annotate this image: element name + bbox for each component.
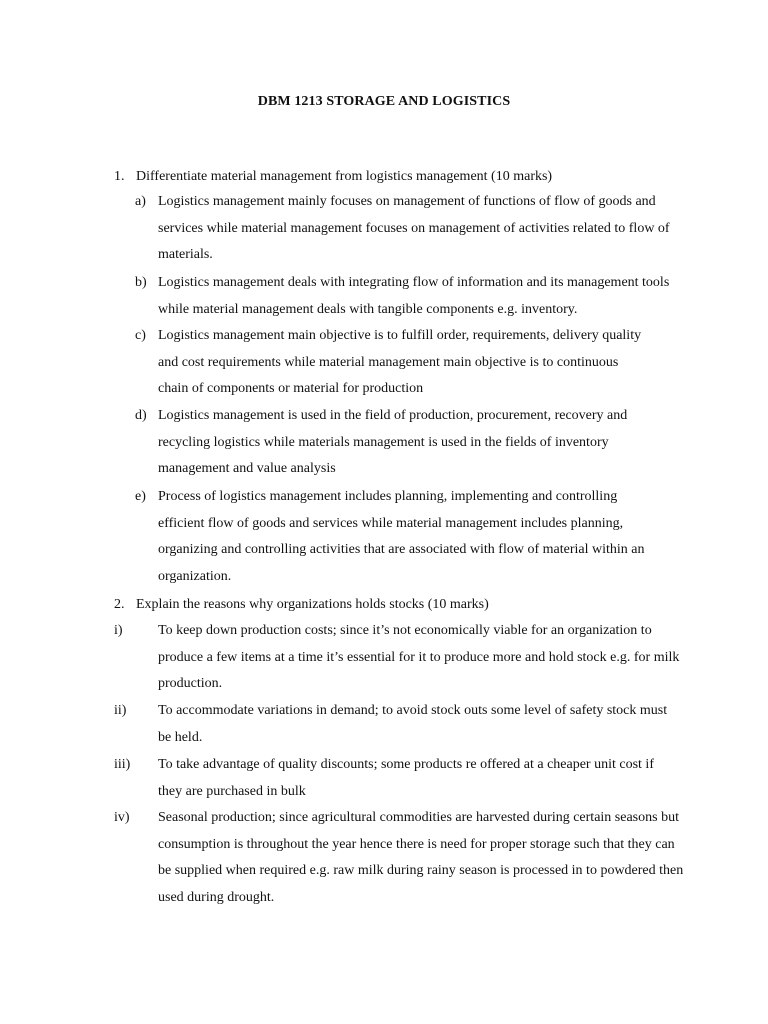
question-number: 1. — [114, 169, 125, 184]
answer-marker: e) — [135, 489, 146, 504]
reason-text: To keep down production costs; since it’s not economically viable for an organization to produce a few items at a time it’s essential for it to produce more and hold stock e.g. for milk production. — [158, 623, 680, 692]
answer-text: Logistics management mainly focuses on management of functions of flow of goods and services while material management focuses on management of activities related to flow of materials. — [158, 194, 670, 263]
answer-marker: d) — [135, 408, 147, 423]
reason-marker: iv) — [114, 810, 130, 825]
answer-text: Logistics management deals with integrating flow of information and its management tools while material management deals with tangible components e.g. inventory. — [158, 275, 670, 317]
answer-text: Process of logistics management includes planning, implementing and controlling efficient flow of goods and services while material management includes planning, organizing and controlling activities that are associated with flow of material within an organization. — [158, 489, 645, 585]
reason-marker: iii) — [114, 757, 131, 772]
answer-marker: c) — [135, 328, 146, 343]
reason-text: Seasonal production; since agricultural commodities are harvested during certain seasons but consumption is throughout the year hence there is need for proper storage such that they can be supplied when required e.g. raw milk during rainy season is processed in to powdered then used during drought. — [158, 810, 684, 906]
answer-text: Logistics management is used in the field of production, procurement, recovery and recycling logistics while materials management is used in the fields of inventory management and value analysis — [158, 408, 628, 477]
question-text: Differentiate material management from logistics management (10 marks) — [136, 169, 553, 184]
reason-text: To accommodate variations in demand; to avoid stock outs some level of safety stock must be held. — [158, 703, 668, 745]
answer-text: Logistics management main objective is to fulfill order, requirements, delivery quality and cost requirements while material management main objective is to continuous chain of components or material for production — [158, 328, 642, 397]
question-text: Explain the reasons why organizations holds stocks (10 marks) — [136, 597, 489, 612]
question-number: 2. — [114, 597, 125, 612]
document-title: DBM 1213 STORAGE AND LOGISTICS — [257, 94, 511, 109]
reason-text: To take advantage of quality discounts; some products re offered at a cheaper unit cost if they are purchased in bulk — [158, 757, 654, 799]
answer-marker: b) — [135, 275, 147, 290]
reason-marker: ii) — [114, 703, 127, 718]
reason-marker: i) — [114, 623, 123, 638]
answer-marker: a) — [135, 194, 146, 209]
